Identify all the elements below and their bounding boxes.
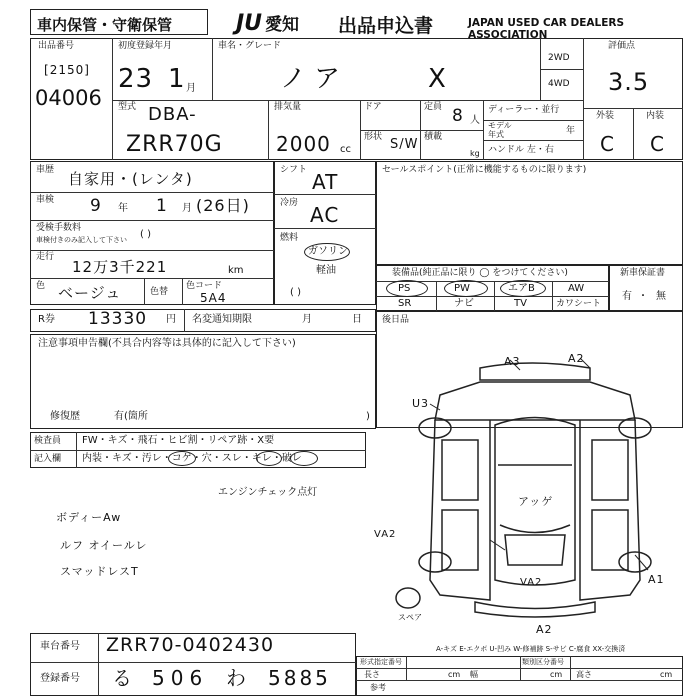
sales-point-block xyxy=(376,161,683,265)
guarantee-label: 新車保証書 xyxy=(620,268,666,278)
registration-number-2: 5885 xyxy=(268,666,331,690)
fuel-gasoline: ガソリン xyxy=(308,246,348,257)
repair-history-close: ) xyxy=(366,411,370,422)
ju-logo xyxy=(236,10,299,36)
exterior-label: 外装 xyxy=(596,111,615,121)
eq-ps: PS xyxy=(398,283,411,294)
page-title: 出品申込書 xyxy=(338,15,434,37)
length-unit: cm xyxy=(448,670,461,679)
registration-kana: る xyxy=(112,666,133,690)
eq-tv: TV xyxy=(514,298,527,309)
eq-pw: PW xyxy=(454,283,470,294)
exterior-grade: C xyxy=(600,132,615,156)
handwritten-note-2: ルフ オイールレ xyxy=(60,539,148,552)
shape-value: S/W xyxy=(390,137,419,152)
color-code-value: 5A4 xyxy=(200,291,227,305)
recycle-unit: 円 xyxy=(166,314,176,325)
registration-month: 1 xyxy=(168,64,186,94)
shape-label: 形状 xyxy=(364,132,383,142)
model-code: ZRR70G xyxy=(126,132,223,157)
mileage-unit: km xyxy=(228,265,244,276)
first-registration-label: 初度登録年月 xyxy=(118,41,173,51)
width-label: 幅 xyxy=(470,670,478,679)
rating-label: 評価点 xyxy=(608,41,636,51)
repair-history-label: 修復歴 xyxy=(50,411,80,422)
damage-a2-bottom: A2 xyxy=(536,623,553,636)
sales-point-label: セールスポイント(正常に機能するものに限ります) xyxy=(382,165,587,175)
history-label: 車歴 xyxy=(36,165,55,175)
width-unit: cm xyxy=(550,670,563,679)
lot-number: 04006 xyxy=(35,86,102,110)
height-label: 高さ xyxy=(576,670,592,679)
stain-circle xyxy=(168,451,196,466)
car-grade: X xyxy=(428,64,447,94)
reference-label: 参考 xyxy=(370,683,386,692)
fuel-diesel: 軽油 xyxy=(316,265,336,276)
notice-day: 日 xyxy=(352,314,362,325)
capacity-value: 8 xyxy=(452,106,464,126)
capacity-unit: 人 xyxy=(470,115,480,126)
damage-a1: A1 xyxy=(648,573,665,586)
chassis-label: 車台番号 xyxy=(40,641,80,652)
inspector-label: 検査員 xyxy=(34,436,62,446)
engine-check-note: エンジンチェック点灯 xyxy=(218,487,318,498)
recycle-label: R券 xyxy=(38,314,55,325)
recycle-value: 13330 xyxy=(88,309,148,329)
guarantee-yes: 有 xyxy=(622,291,632,302)
eq-navi: ナビ xyxy=(454,298,474,309)
chassis-number: ZRR70-0402430 xyxy=(106,634,275,656)
handwritten-note-1: ボディーAw xyxy=(56,511,122,524)
after-items-label: 後日品 xyxy=(382,315,410,325)
color-change-label: 色替 xyxy=(150,287,169,297)
eq-aw: AW xyxy=(568,283,585,294)
load-label: 積載 xyxy=(424,132,443,142)
registration-number-1: 506 xyxy=(152,666,209,690)
capacity-label: 定員 xyxy=(424,102,443,112)
car-name-label: 車名・グレード xyxy=(218,41,282,51)
fw-row: FW・キズ・飛石・ヒビ割・リペア跡・X要 xyxy=(82,435,275,446)
lot-number-small: [2150] xyxy=(44,63,90,77)
interior-label: 内装 xyxy=(646,111,665,121)
damage-a2: A2 xyxy=(568,352,585,365)
ju-logo-mark: JU xyxy=(236,11,263,36)
shift-label: シフト xyxy=(280,165,308,175)
rating-value: 3.5 xyxy=(608,68,650,96)
tear-circle xyxy=(290,451,318,466)
record-label: 記入欄 xyxy=(34,454,62,464)
receive-fee-label: 受検手数料 xyxy=(36,223,82,233)
inspection-day: (26日) xyxy=(196,196,250,215)
displacement-label: 排気量 xyxy=(274,102,302,112)
association-name: JAPAN USED CAR DEALERS ASSOCIATION xyxy=(468,17,625,41)
damage-u3: U3 xyxy=(412,397,430,410)
door-label: ドア xyxy=(364,102,382,112)
displacement-unit: cc xyxy=(340,144,351,155)
damage-a3: A3 xyxy=(504,355,521,368)
interior-grade: C xyxy=(650,132,665,156)
registration-year: 23 xyxy=(118,64,154,94)
drive-4wd: 4WD xyxy=(548,79,570,89)
registration-label: 登録番号 xyxy=(40,673,80,684)
damage-va2-bottom: VA2 xyxy=(520,577,543,588)
car-name: ノア xyxy=(280,64,349,94)
interior-row: 内装・キズ・汚レ・コゲ・穴・スレ・キレ・破レ xyxy=(82,453,302,464)
mileage-value: 12万3千221 xyxy=(72,258,168,276)
handwritten-note-3: スマッドレスT xyxy=(60,565,139,578)
lot-number-label: 出品番号 xyxy=(38,41,75,51)
damage-va2-left: VA2 xyxy=(374,529,397,540)
damage-ub: アッゲ xyxy=(518,495,554,508)
type-spec-label: 形式指定番号 xyxy=(360,658,402,666)
fuel-paren: ( ) xyxy=(290,287,301,298)
eq-airbag: エアB xyxy=(508,283,535,294)
notice-month: 月 xyxy=(302,314,312,325)
model-year-label: モデル 年式 xyxy=(488,121,512,139)
color-value: ベージュ xyxy=(58,284,122,302)
height-unit: cm xyxy=(660,670,673,679)
displacement-value: 2000 xyxy=(276,132,331,156)
notes-title: 注意事項申告欄(不具合内容等は具体的に記入して下さい) xyxy=(38,338,296,349)
mileage-label: 走行 xyxy=(36,252,55,262)
shift-value: AT xyxy=(312,170,339,194)
dealer-label: ディーラー・並行 xyxy=(488,105,560,115)
class-number-label: 類別区分番号 xyxy=(522,658,564,666)
inspection-year-unit: 年 xyxy=(118,203,128,214)
guarantee-no: 無 xyxy=(656,291,666,302)
notice-deadline-label: 名変通知期限 xyxy=(192,314,252,325)
history-value: 自家用・(レンタ) xyxy=(68,170,193,188)
storage-badge-text: 車内保管・守衛保管 xyxy=(37,16,173,34)
equipment-label: 装備品(純正品に限り ◯ をつけてください) xyxy=(392,268,568,278)
ac-value: AC xyxy=(310,203,340,227)
inspection-year: 9 xyxy=(90,196,102,216)
inspection-month-unit: 月 xyxy=(182,203,192,214)
eq-sr: SR xyxy=(398,298,412,309)
receive-fee-paren: ( ) xyxy=(140,229,151,240)
fuel-label: 燃料 xyxy=(280,233,299,243)
registration-kana-2: わ xyxy=(226,666,247,690)
scuff-circle xyxy=(256,451,282,466)
guarantee-dot: ・ xyxy=(638,291,648,302)
color-label: 色 xyxy=(36,281,46,291)
storage-badge xyxy=(30,9,208,35)
inspection-month: 1 xyxy=(156,196,168,216)
eq-leather: カワシート xyxy=(556,299,602,309)
length-label: 長さ xyxy=(364,670,380,679)
spare-tire-label: スペア xyxy=(398,613,422,622)
color-code-label: 色コード xyxy=(186,281,223,291)
repair-history-value: 有(箇所 xyxy=(114,411,148,422)
damage-legend: A-キズ E-エクボ U-凹み W-修補跡 S-サビ C-腐食 XX-交換済 xyxy=(436,645,626,653)
receive-fee-sub: 車検付きのみ記入して下さい xyxy=(36,236,127,244)
ju-logo-pref: 愛知 xyxy=(265,15,300,35)
model-prefix: DBA- xyxy=(148,104,197,125)
drive-2wd: 2WD xyxy=(548,53,570,63)
handle-label: ハンドル 左・右 xyxy=(488,145,554,155)
registration-month-unit: 月 xyxy=(186,83,196,94)
year-unit: 年 xyxy=(566,126,576,136)
inspection-label: 車検 xyxy=(36,195,55,205)
model-label: 型式 xyxy=(118,102,137,112)
ac-label: 冷房 xyxy=(280,198,299,208)
load-unit: kg xyxy=(470,149,480,158)
